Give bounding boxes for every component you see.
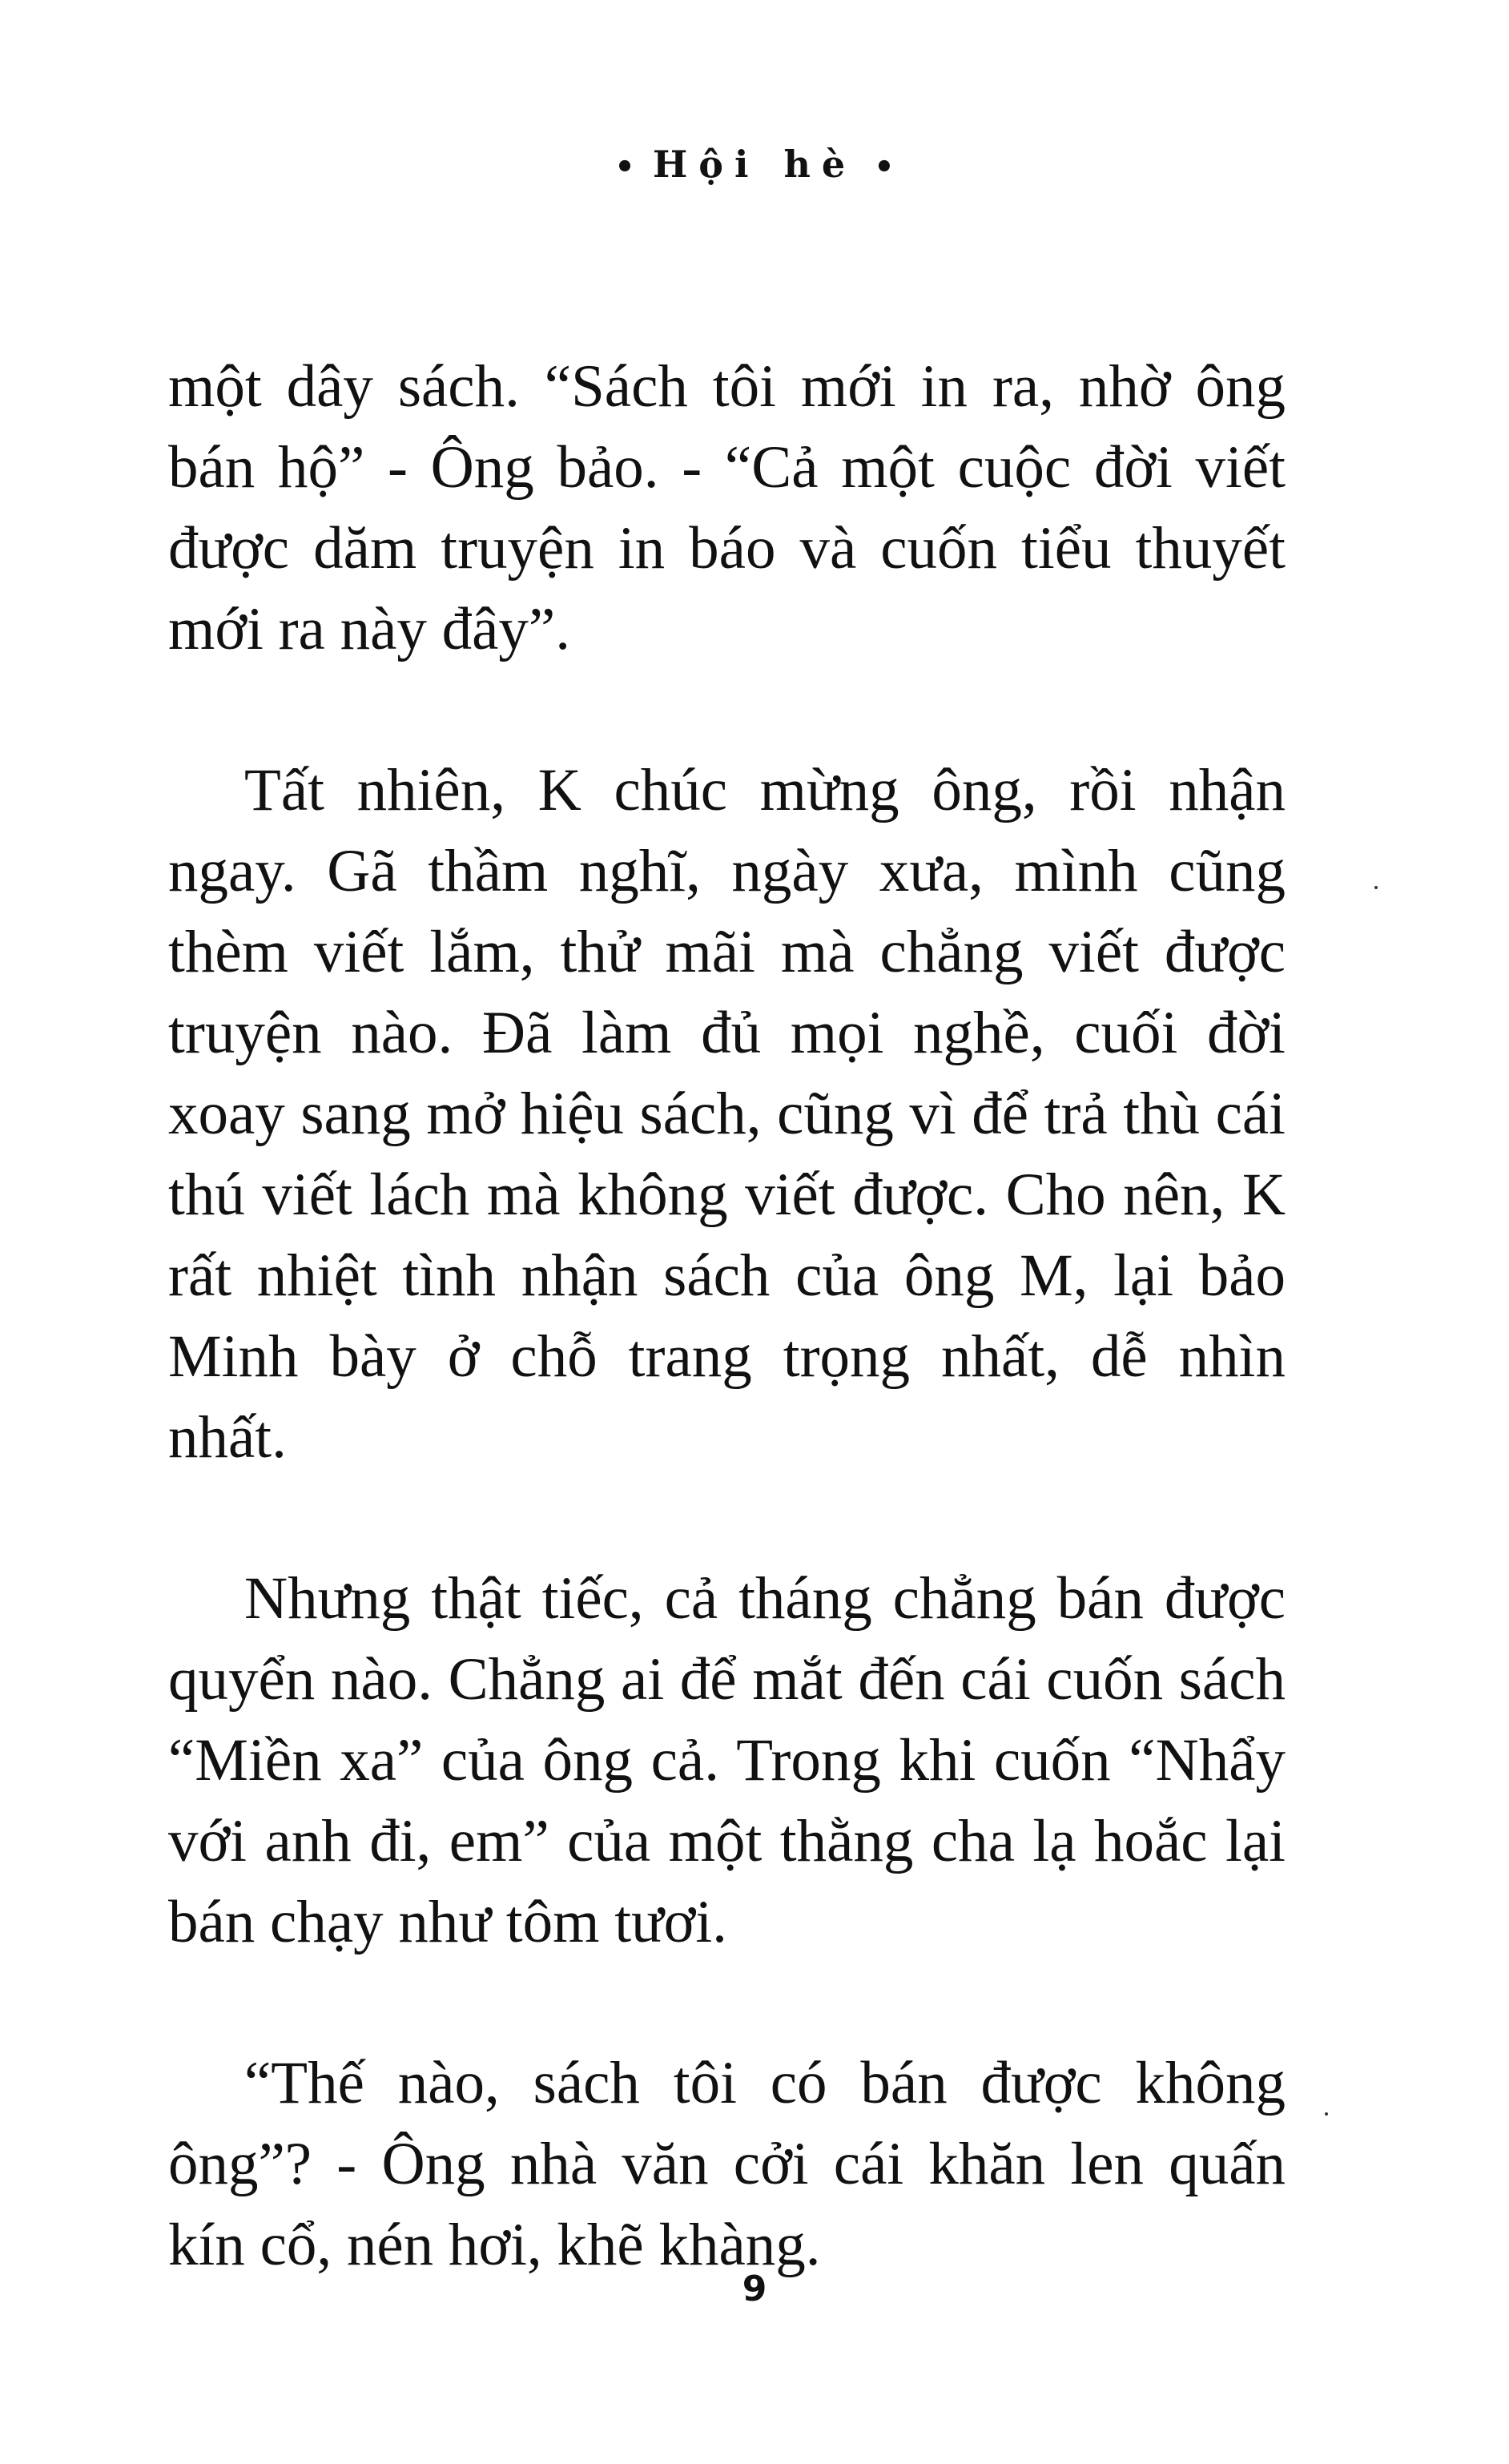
paragraph-3: Nhưng thật tiếc, cả tháng chẳng bán được quyển nào. Chẳng ai để mắt đến cái cuốn sách “Miền xa” của ông cả. Trong khi cuốn “Nhẩy với anh đi, em” của một thằng cha lạ hoắc lại bán chạy như tôm tươi.: [168, 1565, 1286, 1955]
scan-speck: [1374, 886, 1378, 889]
body-text: [168, 346, 1286, 2365]
running-header: [0, 143, 1509, 186]
scan-speck: [1325, 2112, 1328, 2116]
paragraph-1: một dây sách. “Sách tôi mới in ra, nhờ ông bán hộ” - Ông bảo. - “Cả một cuộc đời viết được dăm truyện in báo và cuốn tiểu thuyết mới ra này đây”.: [168, 353, 1286, 662]
header-bullet-left: •: [614, 148, 635, 186]
paragraph-4: “Thế nào, sách tôi có bán được không ông”? - Ông nhà văn cởi cái khăn len quấn kín cổ, nén hơi, khẽ khàng.: [168, 2050, 1286, 2278]
paragraph-2: Tất nhiên, K chúc mừng ông, rồi nhận ngay. Gã thầm nghĩ, ngày xưa, mình cũng thèm viết lắm, thử mãi mà chẳng viết được truyện nào. Đã làm đủ mọi nghề, cuối đời xoay sang mở hiệu sách, cũng vì để trả thù cái thú viết lách mà không viết được. Cho nên, K rất nhiệt tình nhận sách của ông M, lại bảo Minh bày ở chỗ trang trọng nhất, dễ nhìn nhất.: [168, 757, 1286, 1471]
page-number: 9: [742, 2269, 767, 2309]
header-bullet-right: •: [874, 148, 895, 186]
chapter-title: Hội hè: [652, 143, 857, 186]
